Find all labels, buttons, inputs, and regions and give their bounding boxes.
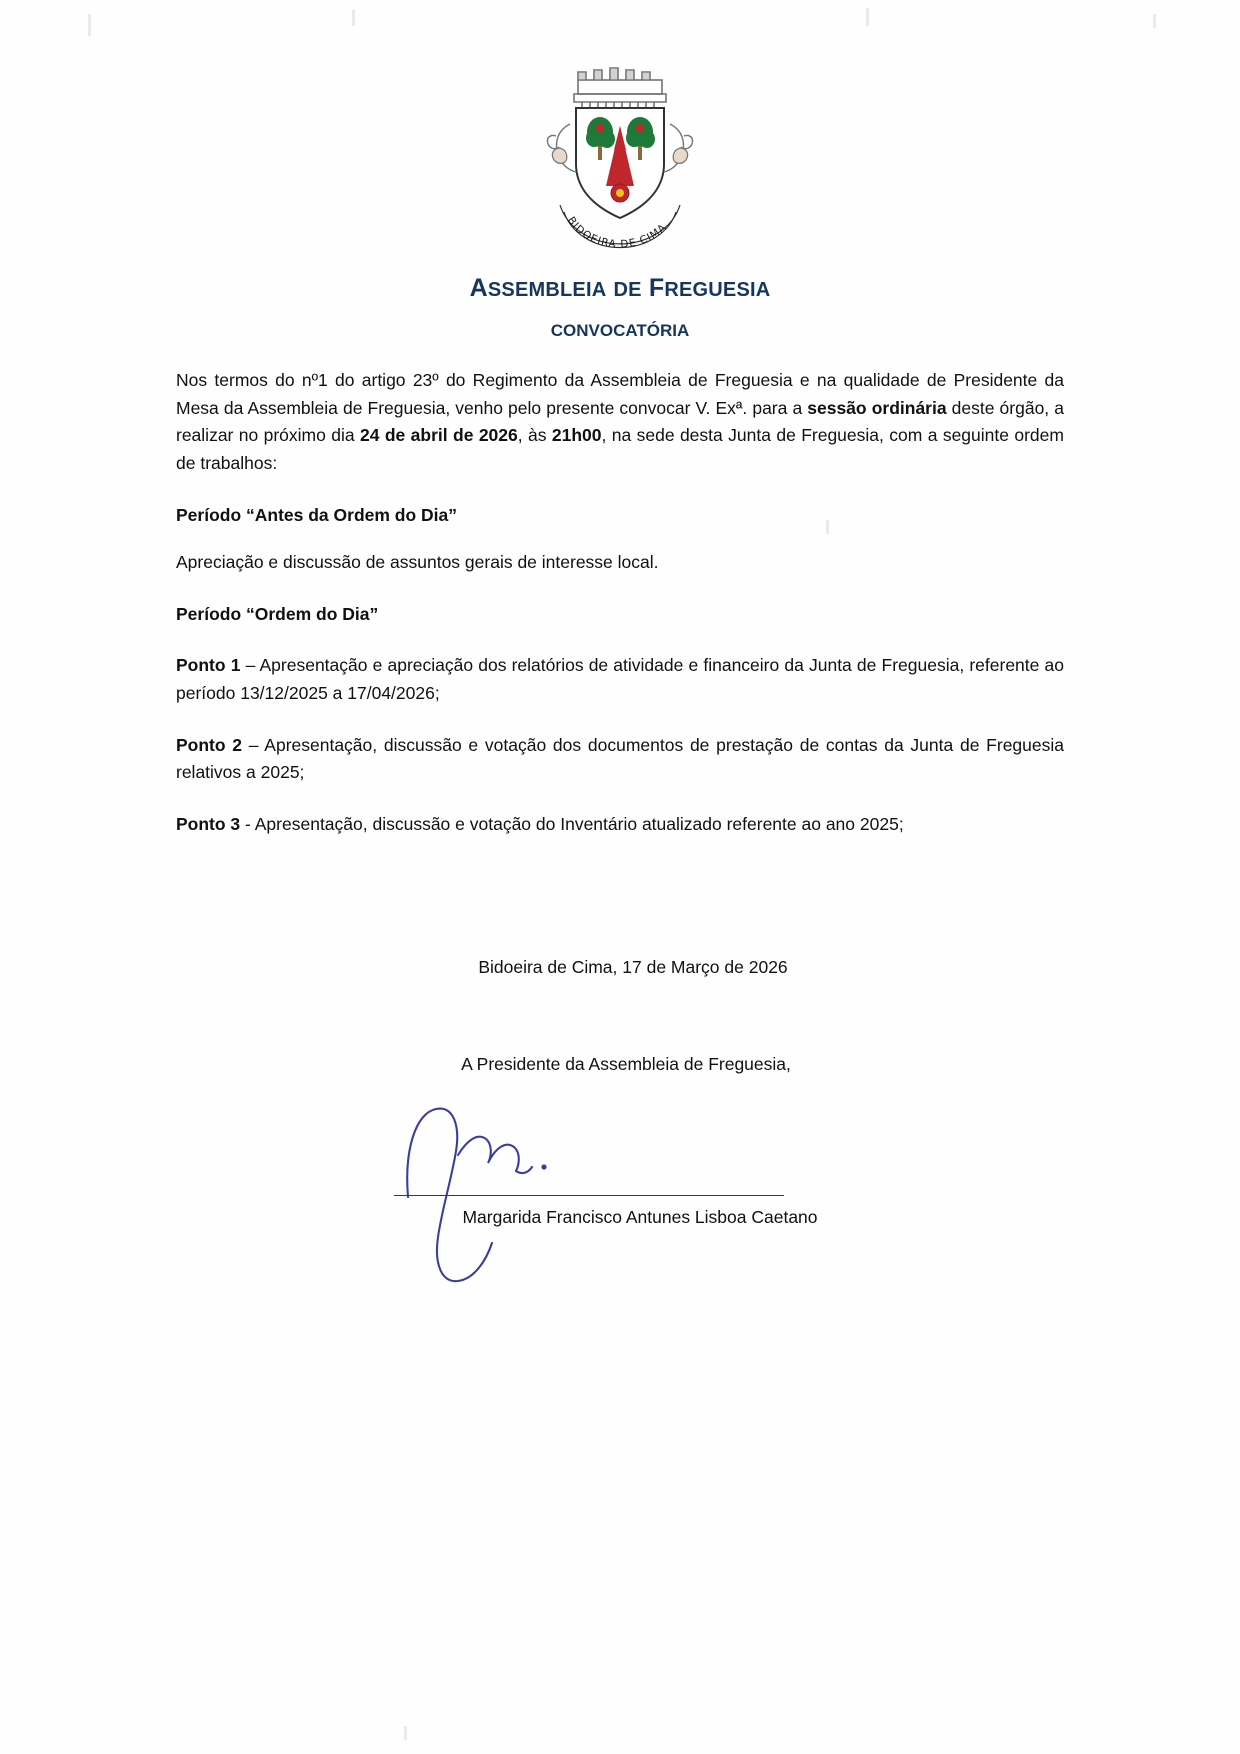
section-agenda: Período “Ordem do Dia” (176, 603, 379, 624)
handwritten-signature (346, 1077, 706, 1297)
agenda-item-2-label: Ponto 2 (176, 734, 243, 755)
place-and-date: Bidoeira de Cima, 17 de Março de 2026 (478, 956, 788, 977)
agenda-item-3-label: Ponto 3 (176, 814, 241, 835)
intro-part4: , na sede desta Junta de Freguesia, com a seguinte ordem de trabalhos: (176, 425, 1064, 473)
intro-part1: Nos termos do nº1 do artigo 23º do Regimento da Assembleia de Freguesia e na qualidade de Presidente da Mesa da Assembleia de Freguesia, venho pelo presente convocar V. Exª. para a (176, 370, 1064, 418)
intro-bold-session: sessão ordinária (807, 397, 947, 418)
signature-rule (394, 1195, 784, 1196)
scan-speckle (404, 1726, 407, 1740)
coat-of-arms-icon (530, 62, 710, 252)
title-word3-rest: REGUESIA (664, 279, 771, 301)
intro-bold-time: 21h00 (551, 425, 602, 446)
scan-speckle (88, 14, 91, 36)
crest-motto: BIDOEIRA DE CIMA (564, 214, 670, 251)
agenda-item-1 (176, 652, 1064, 707)
intro-part2: deste órgão, a realizar no próximo dia (176, 397, 1064, 446)
title-word1-first: A (469, 274, 488, 302)
intro-bold-date: 24 de abril de 2026 (360, 425, 518, 446)
page-title (176, 274, 1064, 303)
section-before-agenda: Período “Antes da Ordem do Dia” (176, 504, 458, 525)
signature-area (176, 1085, 1064, 1235)
document-subtitle: CONVOCATÓRIA (550, 321, 690, 340)
svg-text:BIDOEIRA DE CIMA (565, 215, 669, 251)
title-word1-rest: SSEMBLEIA (487, 279, 607, 301)
agenda-item-2 (176, 732, 1064, 787)
agenda-item-3-text: - Apresentação, discussão e votação do Inventário atualizado referente ao ano 2025; (240, 814, 904, 835)
agenda-item-1-text: – Apresentação e apreciação dos relatórios de atividade e financeiro da Junta de Freguesia, referente ao período 13/12/2025 a 17/04/2026; (176, 655, 1064, 704)
signatory-role: A Presidente da Assembleia de Freguesia, (461, 1053, 791, 1074)
intro-paragraph (176, 367, 1064, 478)
before-agenda-text: Apreciação e discussão de assuntos gerais de interesse local. (176, 552, 659, 573)
title-word2: DE (613, 279, 642, 301)
signature-name: Margarida Francisco Antunes Lisboa Caetano (462, 1206, 818, 1227)
agenda-item-1-label: Ponto 1 (176, 655, 241, 676)
document-content (176, 0, 1064, 1235)
agenda-item-2-text: – Apresentação, discussão e votação dos documentos de prestação de contas da Junta de Freguesia relativos a 2025; (176, 734, 1064, 783)
title-word3-first: F (648, 274, 665, 302)
intro-part3: , às (517, 425, 552, 446)
scan-speckle (1153, 14, 1156, 28)
agenda-item-3 (176, 811, 1064, 839)
